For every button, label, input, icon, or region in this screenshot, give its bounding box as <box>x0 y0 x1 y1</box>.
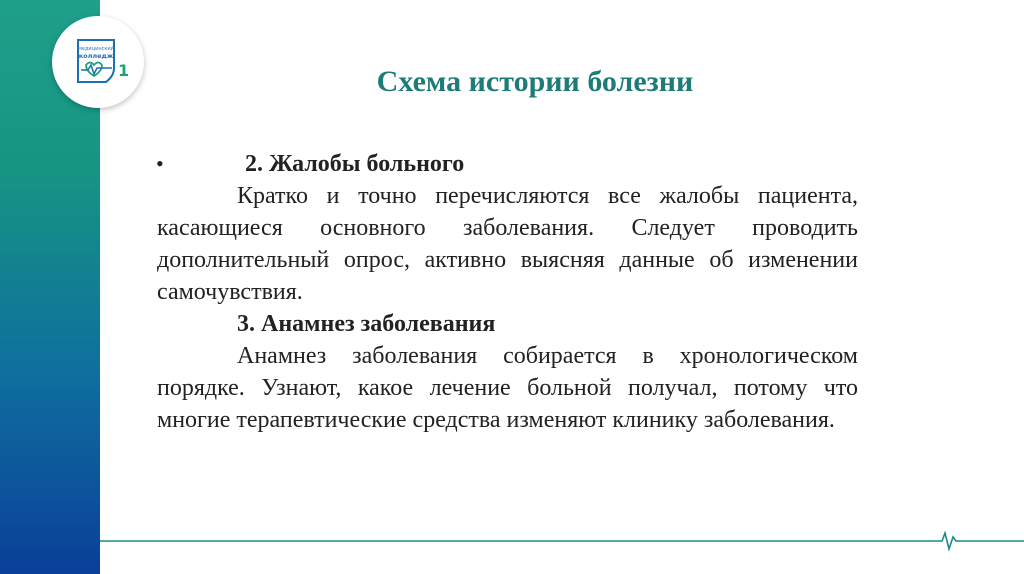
section-text-anamnesis: Анамнез заболевания собирается в хронологическом порядке. Узнают, какое лечение больной получал, потому что многие терапевтические средства изменяют клинику заболевания. <box>157 343 858 433</box>
slide-content <box>157 148 858 436</box>
section-heading-complaints: 2. Жалобы больного <box>245 151 465 177</box>
college-logo <box>52 16 144 108</box>
section-heading-anamnesis: 3. Анамнез заболевания <box>237 311 496 337</box>
svg-text:1: 1 <box>118 61 130 80</box>
slide-title: Схема истории болезни <box>376 65 694 98</box>
section-text-complaints: Кратко и точно перечисляются все жалобы пациента, касающиеся основного заболевания. Следует проводить дополнительный опрос, активно выясняя данные об изменении самочувствия. <box>157 183 858 305</box>
svg-text:колледж: колледж <box>78 52 114 60</box>
bullet-marker: • <box>156 151 164 176</box>
svg-text:медицинский: медицинский <box>78 46 114 52</box>
bottom-pulse-line <box>100 531 1024 551</box>
college-logo-icon <box>68 38 128 86</box>
